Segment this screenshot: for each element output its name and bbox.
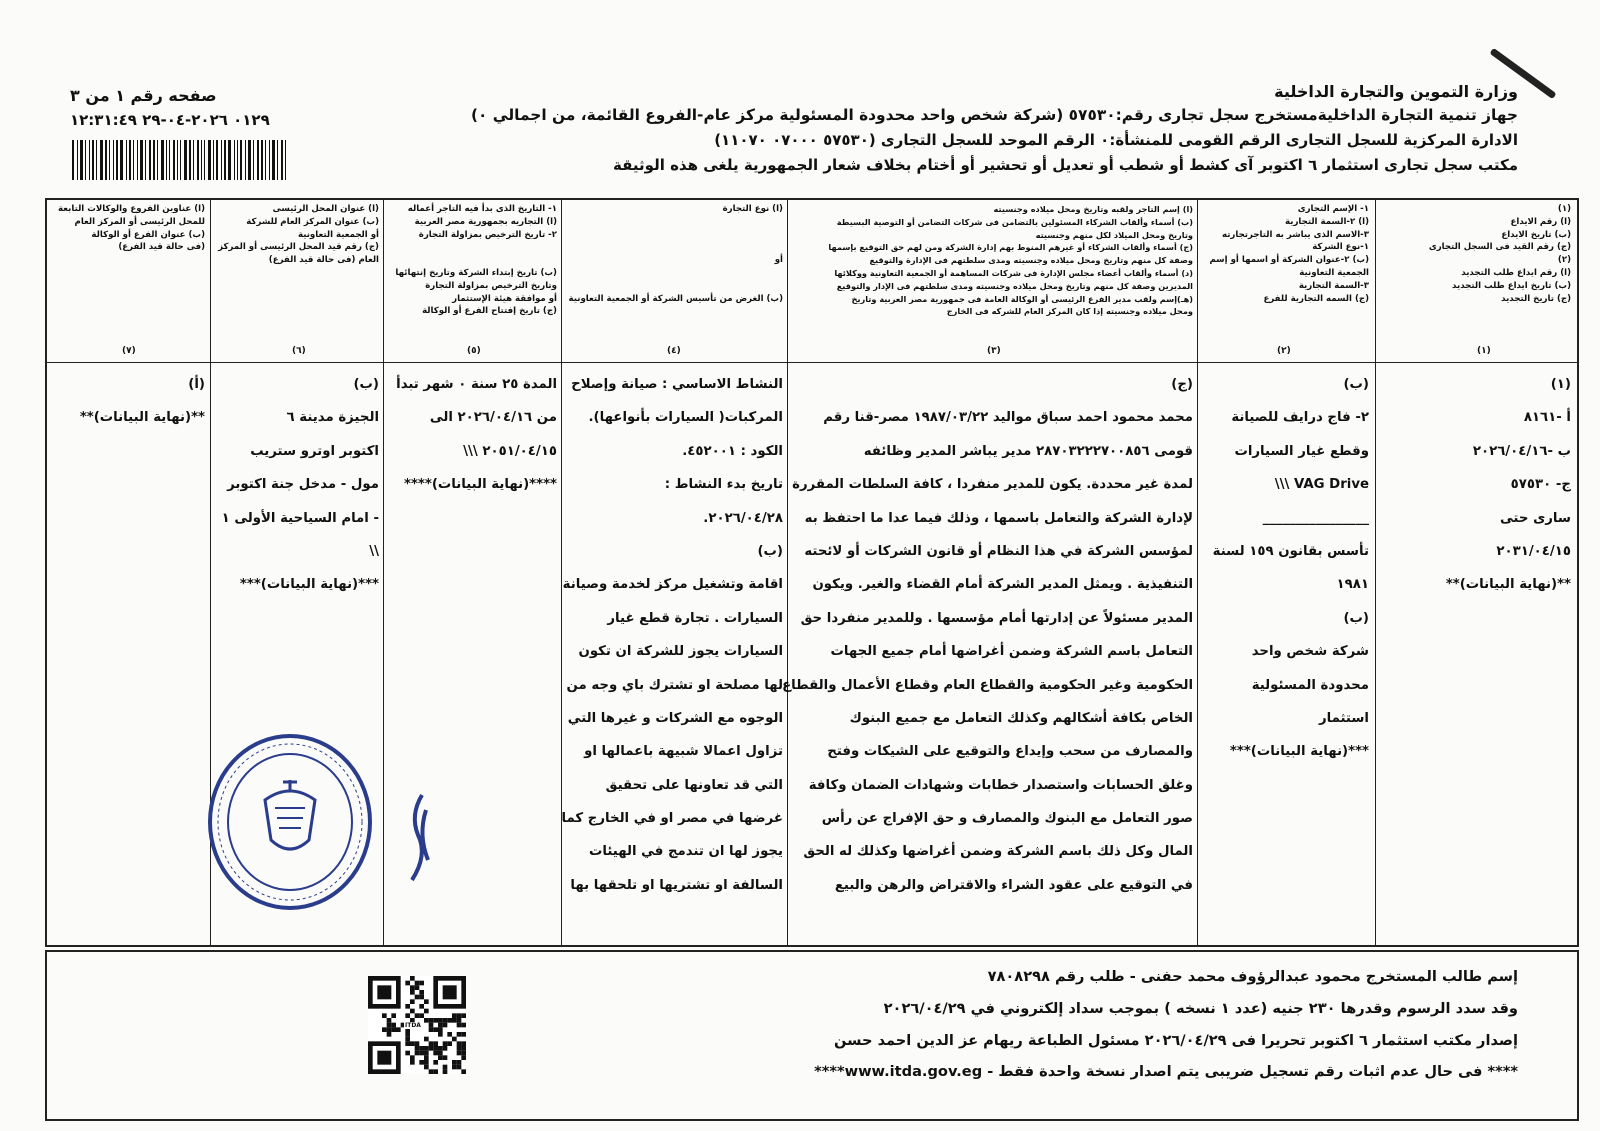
col4-line: المركبات( السيارات بأنواعها). (588, 410, 783, 426)
col3-line: لمؤسس الشركة في هذا النظام أو قانون الشركات أو لائحته (804, 543, 1193, 559)
header-num-1: (١) (1477, 346, 1491, 356)
header-num-5: (٥) (467, 346, 481, 356)
col1-line: أ -٨١٦١ (1523, 410, 1571, 426)
col2-line: محدودة المسئولية (1251, 677, 1369, 693)
qr-caption: ITDA (405, 1022, 421, 1029)
header-col-2: ١- الإسم التجارى (ا) ٢-السمة التجارية ٣-الاسم الذى يباشر به التاجرتجارته ١-نوع الشركة (ب) ٢-عنوان الشركة أو اسمها أو إسم الجمعية التعاونية ٣-السمة التجارية (ج) السمه التجارية للفرع (1209, 204, 1369, 304)
column-divider (1375, 200, 1376, 945)
header-num-2: (٢) (1277, 346, 1291, 356)
col2-line: شركة شخص واحد (1251, 644, 1369, 660)
col5-line: المدة ٢٥ سنة ٠ شهر تبدأ (396, 377, 557, 392)
col2-line: (ب) (1343, 377, 1369, 392)
barcode-icon (72, 140, 317, 180)
applicant-line: إسم طالب المستخرج محمود عبدالرؤوف محمد حفنى - طلب رقم ٧٨٠٨٢٩٨ (987, 968, 1518, 985)
col1-line: **(نهاية البيانات)** (1445, 577, 1571, 593)
col3-line: المدير مسئولاً عن إدارتها أمام مؤسسها . وللمدير منفردا حق (800, 610, 1193, 626)
col3-line: لمدة غير محددة. يكون للمدير منفردا ، كافة السلطات المقررة (792, 477, 1193, 493)
col1-line: ب -٢٠٢٦/٠٤/١٦ (1472, 443, 1571, 459)
col3-line: (ج) (1171, 377, 1193, 392)
col1-line: (١) (1550, 377, 1571, 392)
header-col-1: (١) (ا) رقم الايداع (ب) تاريخ الايداع (ج) رقم القيد فى السجل التجارى (٢) (ا) رقم ايداع طلب التجديد (ب) تاريخ ايداع طلب التجديد (ج) تاريخ التجديد (1428, 204, 1571, 304)
header-col-3: (ا) إسم التاجر ولقبه وتاريخ ومحل ميلاده وجنسيته (ب) أسماء وألقاب الشركاء المسئولين بالتضامن فى شركات التضامن أو التوصية البسيطة وتاريخ ومحل الميلاد لكل منهم وجنسيته (ج) أسماء وألقاب الشركاء أو غيرهم المنوط بهم إدارة الشركة ومن لهم حق التوقيع بإسمها وصفة كل منهم وتاريخ ومحل ميلاده وجنسيته ومدى سلطتهم فى الإدارة والتوقيع (د) أسماء وألقاب أعضاء مجلس الإدارة فى شركات المساهمة أو الجمعية التعاونية ووكلائها المديرين وصفة كل منهم وتاريخ ومحل ميلاده وجنسيته ومدى سلطتهم فى الإدار والتوقيع (هـ)إسم ولقب مدير الفرع الرئيسى أو الوكالة العامة فى جمهورية مصر العربية وتاريخ ومحل ميلاده وجنسيته إذا كان المركز العام للشركه فى الخارج (828, 204, 1193, 317)
col2-line: ***(نهاية البيانات)*** (1229, 744, 1369, 760)
header-num-6: (٦) (292, 346, 306, 356)
col5-line: من ٢٠٢٦/٠٤/١٦ الى (429, 410, 557, 426)
issuance-line: إصدار مكتب استثمار ٦ اكتوبر تحريرا فى ٢٠٢٦/٠٤/٢٩ مسئول الطباعة ريهام عز الدين احمد حسن (833, 1032, 1518, 1049)
col6-line: - امام السياحية الأولى ١ (221, 510, 379, 526)
col4-line: الوجوه مع الشركات و غيرها التي (567, 710, 783, 726)
col2-line: وقطع غيار السيارات (1234, 443, 1369, 459)
column-divider (787, 200, 788, 945)
col3-line: الخاص بكافة أشكالهم وكذلك التعامل مع جميع البنوك (849, 710, 1193, 726)
col2-line: تأسس بقانون ١٥٩ لسنة (1212, 543, 1369, 559)
col4-line: السالفة او تشتريها او تلحقها بها (570, 877, 783, 893)
header-num-3: (٣) (987, 346, 1001, 356)
col3-line: لإدارة الشركة والتعامل باسمها ، وذلك فيما عدا ما احتفظ به (804, 510, 1193, 526)
col4-line: غرضها في مصر او في الخارج كما (561, 811, 783, 827)
col3-line: قومى ٢٨٧٠٣٢٢٢٧٠٠٨٥٦ مدير يباشر المدير وظائفه (863, 443, 1193, 459)
col-6-content (211, 368, 379, 602)
col3-line: الحكومية وغير الحكومية والقطاع العام وقطاع الأعمال والقطاع (782, 677, 1193, 693)
office-line: مكتب سجل تجارى استثمار ٦ اكتوبر آى كشط أو شطب أو تعديل أو تحشير أو أختام بخلاف شعار الجمهورية يلغى هذه الوثيقة (613, 156, 1518, 174)
col4-line: اقامة وتشغيل مركز لخدمة وصيانة (562, 577, 783, 593)
official-seal-icon (205, 730, 375, 915)
col4-line: التي قد تعاونها على تحقيق (605, 777, 783, 793)
col1-line: ج- ٥٧٥٣٠ (1510, 477, 1571, 493)
fees-line: وقد سدد الرسوم وقدرها ٢٣٠ جنيه (عدد ١ نسخه ) بموجب سداد إلكتروني في ٢٠٢٦/٠٤/٢٩ (883, 1000, 1518, 1017)
col2-line: ١٩٨١ (1336, 577, 1369, 593)
col6-line: (ب) (353, 377, 379, 392)
col4-line: السيارات يجوز للشركة ان تكون (578, 644, 783, 660)
header-col-7: (ا) عناوين الفروع والوكالات التابعة للمحل الرئيسى أو المركز العام (ب) عنوان الفرع أو الوكالة (فى حالة قيد الفرع) (58, 204, 205, 253)
col-5-content (383, 368, 557, 502)
col4-line: يجوز لها ان تندمج في الهيئات (589, 844, 783, 860)
col-7-content (49, 368, 205, 435)
col4-line: تاريخ بدء النشاط : (664, 477, 783, 493)
central-admin-line: الادارة المركزية للسجل التجارى الرقم القومى للمنشأة:٠ الرقم الموحد للسجل التجارى (٥٧٥٣٠ ٠٧٠٠٠ ١١٠٧٠) (714, 131, 1518, 149)
col3-line: محمد محمود احمد سباق مواليد ١٩٨٧/٠٣/٢٢ مصر-قنا رقم (823, 410, 1193, 426)
col2-line: VAG Drive \\\ (1274, 477, 1369, 493)
col-2-content (1201, 368, 1369, 769)
col4-line: السيارات . تجارة قطع غيار (607, 610, 783, 626)
col4-line: لها مصلحة او تشترك باي وجه من (566, 677, 783, 693)
col-1-content (1381, 368, 1571, 602)
header-col-4: (ا) نوع التجارة أو (ب) الغرض من تأسيس الشركة أو الجمعية التعاونية (568, 204, 783, 304)
col1-line: سارى حتى (1499, 510, 1571, 526)
col5-line: ٢٠٥١/٠٤/١٥ \\\ (463, 443, 557, 459)
col3-line: وغلق الحسابات واستصدار خطابات وشهادات الضمان وكافة (808, 777, 1193, 793)
col6-line: \\ (369, 543, 379, 559)
col5-line: ****(نهاية البيانات)**** (404, 477, 557, 493)
tax-note-line: **** فى حال عدم اثبات رقم تسجيل ضريبى يتم اصدار نسخة واحدة فقط - www.itda.gov.eg**** (814, 1063, 1518, 1080)
col1-line: ٢٠٣١/٠٤/١٥ (1496, 543, 1571, 559)
header-num-7: (٧) (122, 346, 136, 356)
signature-icon (402, 790, 436, 885)
col2-line: ٢- فاج درايف للصيانة (1231, 410, 1369, 426)
col6-line: ***(نهاية البيانات)*** (239, 577, 379, 593)
col4-line: ٢٠٢٦/٠٤/٢٨. (703, 510, 783, 526)
col6-line: اكتوبر اوترو ستريب (250, 443, 379, 459)
print-timestamp: ٠١٢٩ ٢٠٢٦-٠٤-٢٩ ١٢:٣١:٤٩ (70, 111, 270, 129)
column-divider (383, 200, 384, 945)
col7-line: (أ) (188, 377, 205, 392)
col3-line: التعامل باسم الشركة وضمن أغراضها أمام جميع الجهات (830, 644, 1193, 660)
col4-line: النشاط الاساسي : صيانة وإصلاح (571, 377, 783, 392)
col4-line: تزاول اعمالا شبيهة باعمالها او (584, 744, 783, 760)
col7-line: **(نهاية البيانات)** (79, 410, 205, 426)
column-divider (1197, 200, 1198, 945)
col2-line: (ب) (1343, 610, 1369, 626)
col2-line: استثمار (1318, 710, 1369, 726)
col4-line: (ب) (757, 543, 783, 559)
header-num-4: (٤) (667, 346, 681, 356)
col6-line: مول - مدخل جنة اكتوبر (227, 477, 379, 493)
col2-line: ________________ (1262, 510, 1369, 526)
ministry-title: وزارة التموين والتجارة الداخلية (1274, 82, 1518, 101)
page-number: صفحه رقم ١ من ٣ (70, 86, 217, 105)
header-col-5: ١- التاريخ الذى بدأ فيه التاجر أعماله (ا) التجاريه بجمهورية مصر العربية ٢- تاريخ الترخيص بمزاولة التجارة (ب) تاريخ إبتداء الشركة وتاريخ إنتهائها وتاريخ الترخيص بمزاولة التجارة أو موافقة هيئة الإستثمار (ج) تاريخ إفتتاح الفرع أو الوكالة (395, 204, 557, 317)
col-4-content (561, 368, 783, 902)
col3-line: صور التعامل مع البنوك والمصارف و حق الإفراج عن رأس (821, 811, 1193, 827)
header-row-divider (47, 362, 1577, 363)
col-3-content (782, 368, 1193, 902)
agency-line: جهاز تنمية التجارة الداخليةمستخرج سجل تجارى رقم:٥٧٥٣٠ (شركة شخص واحد محدودة المسئولية مركز عام-الفروع القائمة، من اجمالي ٠) (471, 106, 1518, 124)
col3-line: المال وكل ذلك باسم الشركة وضمن أغراضها وكذلك له الحق (803, 844, 1193, 860)
col6-line: الجيزة مدينة ٦ (286, 410, 379, 426)
header-col-6: (ا) عنوان المحل الرئيسى (ب) عنوان المركز العام للشركة أو الجمعية التعاونية (ج) رقم قيد المحل الرئيسى أو المركز العام (فى حالة قيد الفرع) (218, 204, 379, 266)
col3-line: والمصارف من سحب وإيداع والتوقيع على الشيكات وفتح (827, 744, 1193, 760)
col3-line: في التوقيع على عقود الشراء والاقتراض والرهن والبيع (834, 877, 1193, 893)
col4-line: الكود : ٤٥٢٠٠١. (682, 443, 783, 459)
col3-line: التنفيذية . ويمثل المدير الشركة أمام القضاء والغير. ويكون (812, 577, 1193, 593)
